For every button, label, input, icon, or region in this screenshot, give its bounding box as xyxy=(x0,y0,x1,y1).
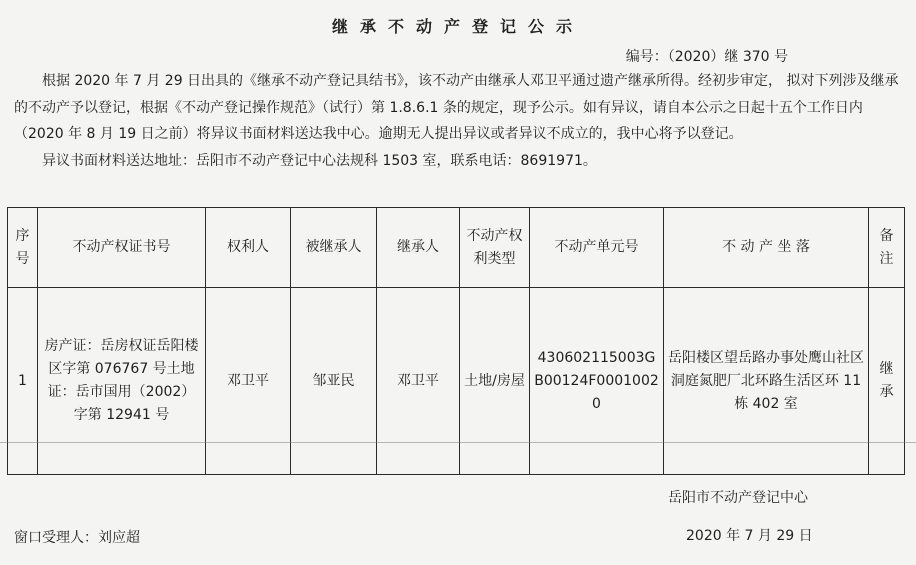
notice-body xyxy=(14,68,902,174)
cell-deceased: 邹亚民 xyxy=(291,288,377,475)
header-holder: 权利人 xyxy=(206,208,291,288)
scan-artifact-line xyxy=(0,442,916,443)
header-heir: 继承人 xyxy=(377,208,460,288)
header-location: 不 动 产 坐 落 xyxy=(664,208,869,288)
cell-location: 岳阳楼区望岳路办事处鹰山社区洞庭氮肥厂北环路生活区环 11 栋 402 室 xyxy=(664,288,869,475)
header-right-type: 不动产权利类型 xyxy=(460,208,530,288)
document-number: 编号：（2020）继 370 号 xyxy=(625,49,788,65)
issue-date: 2020 年 7 月 29 日 xyxy=(686,528,813,544)
header-seq: 序号 xyxy=(8,208,38,288)
header-unit-no: 不动产单元号 xyxy=(530,208,664,288)
table-row xyxy=(8,288,905,475)
property-table xyxy=(7,207,905,475)
notice-paragraph-address: 异议书面材料送达地址：岳阳市不动产登记中心法规科 1503 室，联系电话：8691971。 xyxy=(42,152,597,169)
cell-holder: 邓卫平 xyxy=(206,288,291,475)
header-deceased: 被继承人 xyxy=(291,208,377,288)
notice-paragraph-main: 根据 2020 年 7 月 29 日出具的《继承不动产登记具结书》，该不动产由继承人邓卫平通过遗产继承所得。经初步审定， 拟对下列涉及继承的不动产予以登记，根据《不动产登记操作规范》（试行）第 1.8.6.1 条的规定，现予公示。如有异议，请自本公示之日起十五个工作日内（2020 年 8 月 19 日之前）将异议书面材料送达我中心。逾期无人提出异议或者异议不成立的，我中心将予以登记。 xyxy=(14,73,899,142)
cell-unit-no: 430602115003GB00124F00010020 xyxy=(530,288,664,475)
issuing-organization: 岳阳市不动产登记中心 xyxy=(668,490,808,506)
table-header-row xyxy=(8,208,905,288)
cell-right-type: 土地/房屋 xyxy=(460,288,530,475)
header-cert-no: 不动产权证书号 xyxy=(38,208,206,288)
header-remark: 备注 xyxy=(869,208,905,288)
cell-heir: 邓卫平 xyxy=(377,288,460,475)
document-title: 继承不动产登记公示 xyxy=(331,17,584,36)
cell-remark: 继承 xyxy=(869,288,905,475)
window-receiver: 窗口受理人：刘应超 xyxy=(14,530,140,546)
cell-cert-no: 房产证：岳房权证岳阳楼区字第 076767 号土地证：岳市国用（2002）字第 12941 号 xyxy=(38,288,206,475)
cell-seq: 1 xyxy=(8,288,38,475)
